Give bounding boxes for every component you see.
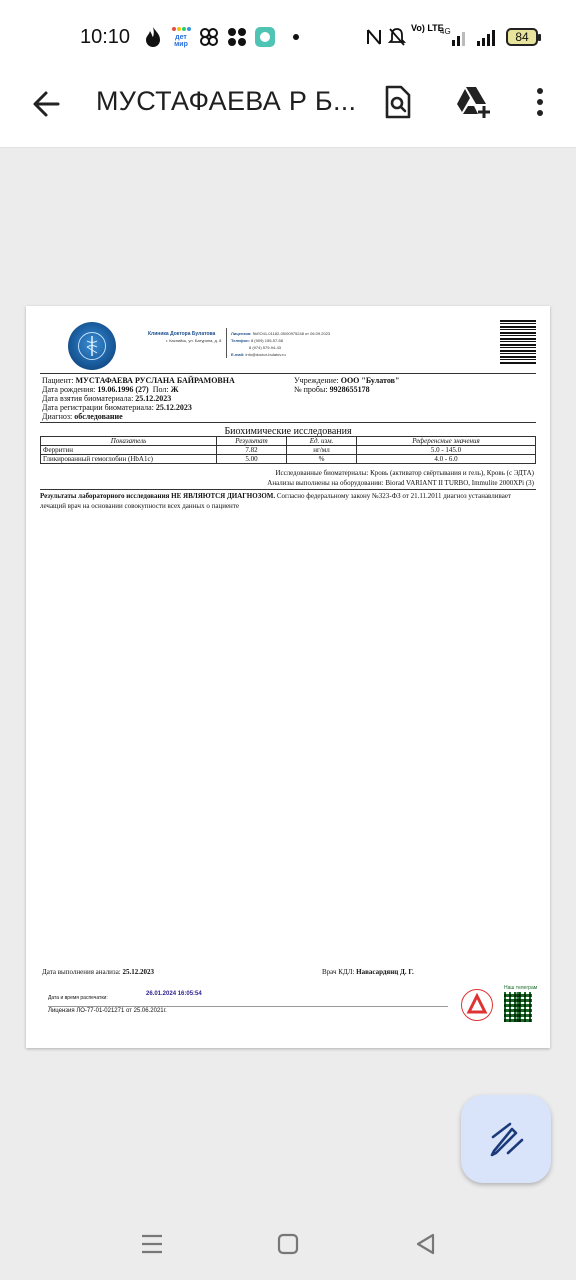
certification-stamp-icon [461,989,493,1021]
back-triangle-icon[interactable] [412,1230,440,1258]
signal-icon [476,24,498,50]
registered-line: Дата регистрации биоматериала: 25.12.2023 [42,403,192,412]
status-bar [0,0,576,76]
system-nav-bar [0,1208,576,1280]
table-row [41,446,536,455]
pinwheel-icon [198,24,220,50]
results-table [40,436,536,464]
table-cell: 5.00 [217,455,287,464]
bell-off-icon [388,24,406,50]
search-document-icon[interactable] [380,84,416,120]
volte-badge: Vo) LTE [411,23,444,33]
recent-apps-icon[interactable] [138,1230,166,1258]
biomaterials-note: Исследованные биоматериалы: Кровь (активатор свёртывания и гель), Кровь (с ЭДТА) [275,469,534,477]
license-line: Лицензия ЛО-77-01-021271 от 25.06.2021г. [48,1008,167,1014]
signal-4g-icon [440,24,468,50]
doctor-line: Врач КДЛ: Навасардянц Д. Г. [322,968,414,976]
contact-line: E-mail: info@doctor-bulatov.ru [231,352,286,357]
diagnosis-line: Диагноз: обследование [42,412,123,421]
patient-rule [40,422,536,423]
table-cell: % [287,455,357,464]
table-header-row [41,437,536,446]
caduceus-icon [78,332,106,360]
contact-line: Телефон: 8 (909) 155-57-58 [231,338,283,343]
qr-caption: Наш телеграм [504,985,538,991]
collected-line: Дата взятия биоматериала: 25.12.2023 [42,394,172,403]
nfc-icon [366,24,382,50]
table-row [41,455,536,464]
equipment-note: Анализы выполнены на оборудовании: Biorad VARIANT II TURBO, Immulite 2000XPi (3) [267,479,534,487]
table-cell: 7.82 [217,446,287,455]
disclaimer-bold: Результаты лабораторного исследования НЕ ЯВЛЯЮТСЯ ДИАГНОЗОМ. [40,492,276,500]
dob-line: Дата рождения: 19.06.1996 (27) Пол: Ж [42,385,179,394]
patient-line: Пациент: МУСТАФАЕВА РУСЛАНА БАЙРАМОВНА [42,376,235,385]
header-rule [40,373,536,374]
column-header: Показатель [41,437,217,446]
column-header: Референсные значения [357,437,536,446]
svg-text:мир: мир [174,41,188,48]
table-cell: Ферритин [41,446,217,455]
edit-pen-icon [461,1095,551,1183]
document-page[interactable] [26,306,550,1048]
table-cell: нг/мл [287,446,357,455]
clinic-contacts [231,330,330,358]
clinic-logo [68,322,116,370]
svg-text:дет: дет [175,34,187,41]
detmir-app-icon [170,24,192,50]
bubbles-icon [226,24,248,50]
disclaimer-text: Согласно федеральному закону №323-ФЗ от 21.11.2011 диагноз устанавливает лечащий врач на основании совокупности всех данных о пациенте [40,492,511,510]
status-time: 10:10 [80,26,131,48]
edit-fab-button[interactable] [461,1095,551,1183]
document-title: МУСТАФАЕВА Р Б... [96,86,357,116]
messenger-app-icon [254,24,276,50]
table-cell: 4.0 - 6.0 [357,455,536,464]
app-bar [0,76,576,148]
header-divider [226,328,227,358]
notes-rule [40,489,536,490]
flame-icon [144,24,162,50]
section-title: Биохимические исследования [224,426,352,437]
battery-icon: 84 [506,28,538,46]
analysis-date-line: Дата выполнения анализа: 25.12.2023 [42,968,154,976]
clinic-name: Клиника Доктора Булатова [148,331,216,337]
dot-indicator-icon [292,24,300,50]
contact-line: Лицензия: №ЛО41-01182-05/00975248 от 06.09.2023 [231,331,331,336]
home-icon[interactable] [274,1230,302,1258]
more-vert-icon[interactable] [522,84,558,120]
table-cell: Гликированный гемоглобин (HbA1c) [41,455,217,464]
clinic-address: г. Каспийск, ул. Батурина, д. 8 [166,338,222,343]
network-type-label: 4G [440,27,451,36]
table-cell: 5.0 - 145.0 [357,446,536,455]
print-label: Дата и время распечатки: [48,995,108,1001]
barcode [500,320,536,364]
column-header: Ед. изм. [287,437,357,446]
sample-line: № пробы: 9928655178 [294,385,370,394]
disclaimer [40,491,536,511]
contact-line: 8 (974) 579-94-43 [249,345,282,350]
drive-add-icon[interactable] [454,84,490,120]
back-arrow-icon[interactable] [28,86,64,122]
telegram-qr-code[interactable] [504,992,532,1022]
institution-line: Учреждение: ООО "Булатов" [294,376,400,385]
column-header: Результат [217,437,287,446]
signature-line [48,1006,448,1007]
print-datetime: 26.01.2024 16:05:54 [146,991,202,997]
